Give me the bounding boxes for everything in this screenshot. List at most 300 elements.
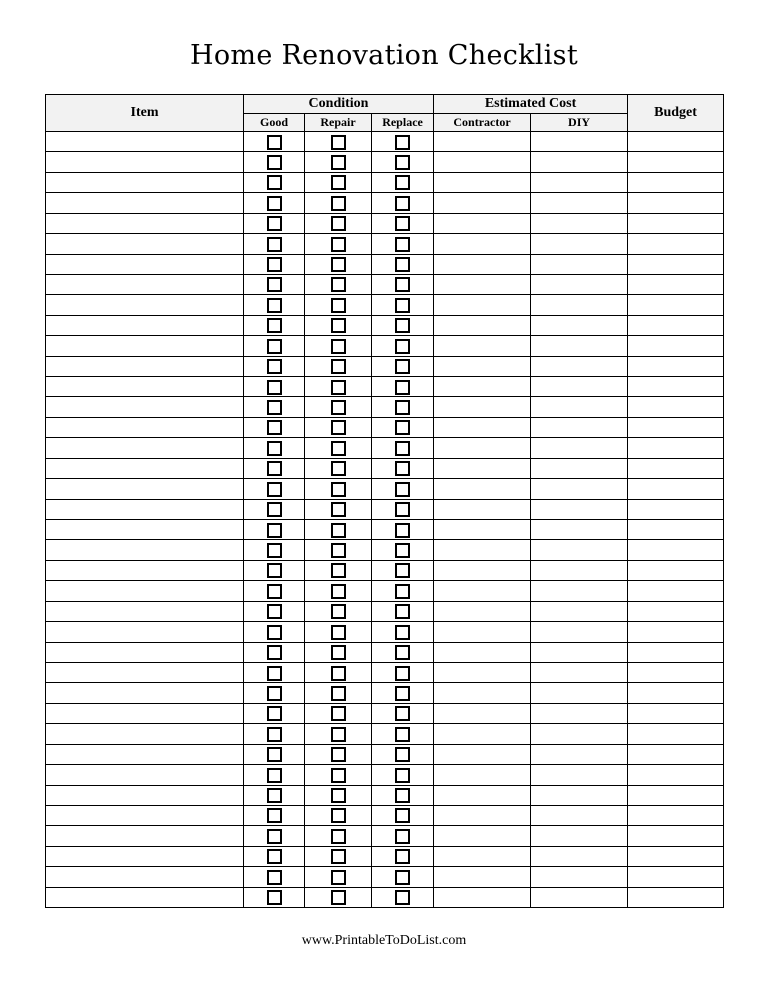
replace-checkbox[interactable] <box>395 625 410 640</box>
contractor-cell[interactable] <box>434 458 531 478</box>
budget-cell[interactable] <box>628 744 724 764</box>
good-checkbox[interactable] <box>267 604 282 619</box>
repair-checkbox[interactable] <box>331 788 346 803</box>
contractor-cell[interactable] <box>434 601 531 621</box>
diy-cell[interactable] <box>531 377 628 397</box>
replace-checkbox[interactable] <box>395 849 410 864</box>
replace-checkbox[interactable] <box>395 155 410 170</box>
item-cell[interactable] <box>46 622 244 642</box>
replace-checkbox[interactable] <box>395 175 410 190</box>
repair-checkbox[interactable] <box>331 277 346 292</box>
item-cell[interactable] <box>46 458 244 478</box>
repair-checkbox[interactable] <box>331 257 346 272</box>
budget-cell[interactable] <box>628 438 724 458</box>
diy-cell[interactable] <box>531 438 628 458</box>
budget-cell[interactable] <box>628 254 724 274</box>
contractor-cell[interactable] <box>434 785 531 805</box>
contractor-cell[interactable] <box>434 295 531 315</box>
replace-checkbox[interactable] <box>395 666 410 681</box>
good-checkbox[interactable] <box>267 441 282 456</box>
repair-checkbox[interactable] <box>331 543 346 558</box>
replace-checkbox[interactable] <box>395 686 410 701</box>
budget-cell[interactable] <box>628 887 724 907</box>
repair-checkbox[interactable] <box>331 135 346 150</box>
repair-checkbox[interactable] <box>331 849 346 864</box>
replace-cell <box>372 662 434 682</box>
repair-cell <box>305 193 372 213</box>
repair-checkbox[interactable] <box>331 666 346 681</box>
budget-cell[interactable] <box>628 458 724 478</box>
repair-checkbox[interactable] <box>331 380 346 395</box>
budget-cell[interactable] <box>628 295 724 315</box>
good-cell <box>244 254 305 274</box>
item-cell[interactable] <box>46 601 244 621</box>
repair-checkbox[interactable] <box>331 502 346 517</box>
good-cell <box>244 540 305 560</box>
good-checkbox[interactable] <box>267 563 282 578</box>
repair-checkbox[interactable] <box>331 461 346 476</box>
replace-checkbox[interactable] <box>395 298 410 313</box>
repair-cell <box>305 683 372 703</box>
repair-checkbox[interactable] <box>331 645 346 660</box>
budget-cell[interactable] <box>628 397 724 417</box>
budget-cell[interactable] <box>628 540 724 560</box>
good-checkbox[interactable] <box>267 849 282 864</box>
contractor-cell[interactable] <box>434 846 531 866</box>
good-checkbox[interactable] <box>267 359 282 374</box>
diy-cell[interactable] <box>531 642 628 662</box>
contractor-cell[interactable] <box>434 172 531 192</box>
good-checkbox[interactable] <box>267 666 282 681</box>
good-cell <box>244 397 305 417</box>
contractor-cell[interactable] <box>434 867 531 887</box>
budget-cell[interactable] <box>628 336 724 356</box>
diy-cell[interactable] <box>531 479 628 499</box>
table-row <box>46 622 724 642</box>
contractor-cell[interactable] <box>434 274 531 294</box>
item-cell[interactable] <box>46 560 244 580</box>
good-checkbox[interactable] <box>267 216 282 231</box>
item-cell[interactable] <box>46 315 244 335</box>
diy-cell[interactable] <box>531 152 628 172</box>
good-checkbox[interactable] <box>267 625 282 640</box>
contractor-cell[interactable] <box>434 703 531 723</box>
good-checkbox[interactable] <box>267 645 282 660</box>
repair-checkbox[interactable] <box>331 727 346 742</box>
repair-checkbox[interactable] <box>331 870 346 885</box>
good-checkbox[interactable] <box>267 768 282 783</box>
budget-cell[interactable] <box>628 642 724 662</box>
good-checkbox[interactable] <box>267 257 282 272</box>
good-checkbox[interactable] <box>267 543 282 558</box>
budget-cell[interactable] <box>628 479 724 499</box>
item-cell[interactable] <box>46 438 244 458</box>
replace-checkbox[interactable] <box>395 768 410 783</box>
repair-checkbox[interactable] <box>331 196 346 211</box>
diy-cell[interactable] <box>531 234 628 254</box>
contractor-cell[interactable] <box>434 826 531 846</box>
replace-checkbox[interactable] <box>395 380 410 395</box>
good-checkbox[interactable] <box>267 400 282 415</box>
contractor-cell[interactable] <box>434 479 531 499</box>
good-checkbox[interactable] <box>267 482 282 497</box>
replace-checkbox[interactable] <box>395 339 410 354</box>
diy-cell[interactable] <box>531 826 628 846</box>
replace-checkbox[interactable] <box>395 482 410 497</box>
diy-cell[interactable] <box>531 315 628 335</box>
replace-cell <box>372 152 434 172</box>
good-checkbox[interactable] <box>267 420 282 435</box>
repair-checkbox[interactable] <box>331 237 346 252</box>
good-checkbox[interactable] <box>267 196 282 211</box>
repair-checkbox[interactable] <box>331 482 346 497</box>
budget-cell[interactable] <box>628 601 724 621</box>
item-cell[interactable] <box>46 397 244 417</box>
budget-cell[interactable] <box>628 417 724 437</box>
replace-checkbox[interactable] <box>395 706 410 721</box>
replace-checkbox[interactable] <box>395 257 410 272</box>
header-diy: DIY <box>531 114 628 132</box>
good-checkbox[interactable] <box>267 237 282 252</box>
item-cell[interactable] <box>46 377 244 397</box>
good-cell <box>244 642 305 662</box>
contractor-cell[interactable] <box>434 805 531 825</box>
good-cell <box>244 417 305 437</box>
replace-checkbox[interactable] <box>395 400 410 415</box>
replace-checkbox[interactable] <box>395 747 410 762</box>
budget-cell[interactable] <box>628 785 724 805</box>
repair-checkbox[interactable] <box>331 523 346 538</box>
budget-cell[interactable] <box>628 356 724 376</box>
repair-checkbox[interactable] <box>331 441 346 456</box>
diy-cell[interactable] <box>531 622 628 642</box>
table-row <box>46 254 724 274</box>
good-checkbox[interactable] <box>267 706 282 721</box>
diy-cell[interactable] <box>531 703 628 723</box>
contractor-cell[interactable] <box>434 356 531 376</box>
diy-cell[interactable] <box>531 193 628 213</box>
repair-checkbox[interactable] <box>331 625 346 640</box>
budget-cell[interactable] <box>628 152 724 172</box>
replace-checkbox[interactable] <box>395 523 410 538</box>
replace-checkbox[interactable] <box>395 420 410 435</box>
budget-cell[interactable] <box>628 826 724 846</box>
good-checkbox[interactable] <box>267 380 282 395</box>
repair-checkbox[interactable] <box>331 359 346 374</box>
item-cell[interactable] <box>46 520 244 540</box>
good-checkbox[interactable] <box>267 584 282 599</box>
good-checkbox[interactable] <box>267 829 282 844</box>
table-row <box>46 274 724 294</box>
replace-checkbox[interactable] <box>395 890 410 905</box>
diy-cell[interactable] <box>531 274 628 294</box>
budget-cell[interactable] <box>628 765 724 785</box>
good-checkbox[interactable] <box>267 318 282 333</box>
budget-cell[interactable] <box>628 213 724 233</box>
good-checkbox[interactable] <box>267 808 282 823</box>
good-checkbox[interactable] <box>267 747 282 762</box>
replace-checkbox[interactable] <box>395 829 410 844</box>
diy-cell[interactable] <box>531 560 628 580</box>
repair-checkbox[interactable] <box>331 175 346 190</box>
item-cell[interactable] <box>46 356 244 376</box>
item-cell[interactable] <box>46 683 244 703</box>
contractor-cell[interactable] <box>434 520 531 540</box>
repair-cell <box>305 887 372 907</box>
diy-cell[interactable] <box>531 765 628 785</box>
contractor-cell[interactable] <box>434 315 531 335</box>
item-cell[interactable] <box>46 846 244 866</box>
good-cell <box>244 744 305 764</box>
diy-cell[interactable] <box>531 744 628 764</box>
replace-cell <box>372 438 434 458</box>
diy-cell[interactable] <box>531 683 628 703</box>
diy-cell[interactable] <box>531 540 628 560</box>
contractor-cell[interactable] <box>434 336 531 356</box>
budget-cell[interactable] <box>628 703 724 723</box>
repair-checkbox[interactable] <box>331 420 346 435</box>
replace-checkbox[interactable] <box>395 461 410 476</box>
diy-cell[interactable] <box>531 397 628 417</box>
diy-cell[interactable] <box>531 846 628 866</box>
item-cell[interactable] <box>46 152 244 172</box>
repair-checkbox[interactable] <box>331 318 346 333</box>
item-cell[interactable] <box>46 724 244 744</box>
contractor-cell[interactable] <box>434 683 531 703</box>
replace-checkbox[interactable] <box>395 870 410 885</box>
item-cell[interactable] <box>46 662 244 682</box>
replace-checkbox[interactable] <box>395 645 410 660</box>
item-cell[interactable] <box>46 499 244 519</box>
diy-cell[interactable] <box>531 867 628 887</box>
replace-checkbox[interactable] <box>395 502 410 517</box>
replace-checkbox[interactable] <box>395 788 410 803</box>
diy-cell[interactable] <box>531 254 628 274</box>
good-checkbox[interactable] <box>267 523 282 538</box>
budget-cell[interactable] <box>628 377 724 397</box>
repair-checkbox[interactable] <box>331 808 346 823</box>
item-cell[interactable] <box>46 132 244 152</box>
diy-cell[interactable] <box>531 581 628 601</box>
replace-cell <box>372 132 434 152</box>
repair-checkbox[interactable] <box>331 706 346 721</box>
item-cell[interactable] <box>46 213 244 233</box>
item-cell[interactable] <box>46 479 244 499</box>
replace-checkbox[interactable] <box>395 604 410 619</box>
good-checkbox[interactable] <box>267 727 282 742</box>
repair-cell <box>305 132 372 152</box>
budget-cell[interactable] <box>628 274 724 294</box>
item-cell[interactable] <box>46 254 244 274</box>
item-cell[interactable] <box>46 765 244 785</box>
repair-checkbox[interactable] <box>331 829 346 844</box>
repair-cell <box>305 274 372 294</box>
item-cell[interactable] <box>46 274 244 294</box>
repair-checkbox[interactable] <box>331 155 346 170</box>
diy-cell[interactable] <box>531 520 628 540</box>
repair-checkbox[interactable] <box>331 604 346 619</box>
diy-cell[interactable] <box>531 295 628 315</box>
repair-checkbox[interactable] <box>331 298 346 313</box>
contractor-cell[interactable] <box>434 377 531 397</box>
item-cell[interactable] <box>46 193 244 213</box>
replace-cell <box>372 520 434 540</box>
budget-cell[interactable] <box>628 805 724 825</box>
good-checkbox[interactable] <box>267 890 282 905</box>
diy-cell[interactable] <box>531 458 628 478</box>
contractor-cell[interactable] <box>434 560 531 580</box>
good-checkbox[interactable] <box>267 135 282 150</box>
diy-cell[interactable] <box>531 172 628 192</box>
item-cell[interactable] <box>46 417 244 437</box>
diy-cell[interactable] <box>531 601 628 621</box>
replace-checkbox[interactable] <box>395 216 410 231</box>
contractor-cell[interactable] <box>434 642 531 662</box>
item-cell[interactable] <box>46 887 244 907</box>
budget-cell[interactable] <box>628 581 724 601</box>
good-checkbox[interactable] <box>267 788 282 803</box>
diy-cell[interactable] <box>531 356 628 376</box>
budget-cell[interactable] <box>628 520 724 540</box>
budget-cell[interactable] <box>628 132 724 152</box>
budget-cell[interactable] <box>628 172 724 192</box>
diy-cell[interactable] <box>531 213 628 233</box>
table-row <box>46 438 724 458</box>
contractor-cell[interactable] <box>434 132 531 152</box>
contractor-cell[interactable] <box>434 724 531 744</box>
diy-cell[interactable] <box>531 887 628 907</box>
table-row <box>46 867 724 887</box>
replace-checkbox[interactable] <box>395 359 410 374</box>
replace-checkbox[interactable] <box>395 563 410 578</box>
item-cell[interactable] <box>46 826 244 846</box>
contractor-cell[interactable] <box>434 417 531 437</box>
contractor-cell[interactable] <box>434 193 531 213</box>
diy-cell[interactable] <box>531 662 628 682</box>
budget-cell[interactable] <box>628 560 724 580</box>
table-row <box>46 826 724 846</box>
item-cell[interactable] <box>46 805 244 825</box>
item-cell[interactable] <box>46 234 244 254</box>
good-cell <box>244 458 305 478</box>
good-checkbox[interactable] <box>267 502 282 517</box>
diy-cell[interactable] <box>531 499 628 519</box>
replace-checkbox[interactable] <box>395 808 410 823</box>
repair-checkbox[interactable] <box>331 216 346 231</box>
contractor-cell[interactable] <box>434 213 531 233</box>
budget-cell[interactable] <box>628 622 724 642</box>
item-cell[interactable] <box>46 642 244 662</box>
replace-checkbox[interactable] <box>395 135 410 150</box>
diy-cell[interactable] <box>531 785 628 805</box>
repair-checkbox[interactable] <box>331 747 346 762</box>
contractor-cell[interactable] <box>434 540 531 560</box>
good-checkbox[interactable] <box>267 155 282 170</box>
item-cell[interactable] <box>46 785 244 805</box>
item-cell[interactable] <box>46 336 244 356</box>
checklist-table <box>45 94 724 908</box>
repair-checkbox[interactable] <box>331 584 346 599</box>
good-cell <box>244 662 305 682</box>
good-checkbox[interactable] <box>267 686 282 701</box>
repair-checkbox[interactable] <box>331 563 346 578</box>
budget-cell[interactable] <box>628 193 724 213</box>
replace-cell <box>372 581 434 601</box>
budget-cell[interactable] <box>628 499 724 519</box>
diy-cell[interactable] <box>531 724 628 744</box>
repair-checkbox[interactable] <box>331 400 346 415</box>
table-row <box>46 479 724 499</box>
table-row <box>46 601 724 621</box>
contractor-cell[interactable] <box>434 581 531 601</box>
repair-checkbox[interactable] <box>331 768 346 783</box>
contractor-cell[interactable] <box>434 397 531 417</box>
repair-checkbox[interactable] <box>331 890 346 905</box>
item-cell[interactable] <box>46 703 244 723</box>
contractor-cell[interactable] <box>434 234 531 254</box>
item-cell[interactable] <box>46 172 244 192</box>
item-cell[interactable] <box>46 540 244 560</box>
budget-cell[interactable] <box>628 846 724 866</box>
contractor-cell[interactable] <box>434 254 531 274</box>
good-checkbox[interactable] <box>267 298 282 313</box>
diy-cell[interactable] <box>531 417 628 437</box>
replace-checkbox[interactable] <box>395 237 410 252</box>
item-cell[interactable] <box>46 744 244 764</box>
good-checkbox[interactable] <box>267 277 282 292</box>
budget-cell[interactable] <box>628 724 724 744</box>
replace-checkbox[interactable] <box>395 277 410 292</box>
item-cell[interactable] <box>46 295 244 315</box>
replace-checkbox[interactable] <box>395 318 410 333</box>
budget-cell[interactable] <box>628 234 724 254</box>
item-cell[interactable] <box>46 581 244 601</box>
repair-checkbox[interactable] <box>331 686 346 701</box>
header-repair: Repair <box>305 114 372 132</box>
good-checkbox[interactable] <box>267 339 282 354</box>
contractor-cell[interactable] <box>434 765 531 785</box>
budget-cell[interactable] <box>628 315 724 335</box>
replace-checkbox[interactable] <box>395 196 410 211</box>
budget-cell[interactable] <box>628 662 724 682</box>
contractor-cell[interactable] <box>434 499 531 519</box>
budget-cell[interactable] <box>628 683 724 703</box>
diy-cell[interactable] <box>531 805 628 825</box>
diy-cell[interactable] <box>531 132 628 152</box>
replace-checkbox[interactable] <box>395 441 410 456</box>
repair-checkbox[interactable] <box>331 339 346 354</box>
contractor-cell[interactable] <box>434 438 531 458</box>
good-checkbox[interactable] <box>267 870 282 885</box>
replace-checkbox[interactable] <box>395 727 410 742</box>
budget-cell[interactable] <box>628 867 724 887</box>
item-cell[interactable] <box>46 867 244 887</box>
repair-cell <box>305 479 372 499</box>
replace-checkbox[interactable] <box>395 543 410 558</box>
good-checkbox[interactable] <box>267 461 282 476</box>
replace-checkbox[interactable] <box>395 584 410 599</box>
table-row <box>46 172 724 192</box>
diy-cell[interactable] <box>531 336 628 356</box>
good-checkbox[interactable] <box>267 175 282 190</box>
contractor-cell[interactable] <box>434 662 531 682</box>
contractor-cell[interactable] <box>434 152 531 172</box>
replace-cell <box>372 540 434 560</box>
good-cell <box>244 132 305 152</box>
contractor-cell[interactable] <box>434 744 531 764</box>
contractor-cell[interactable] <box>434 622 531 642</box>
contractor-cell[interactable] <box>434 887 531 907</box>
